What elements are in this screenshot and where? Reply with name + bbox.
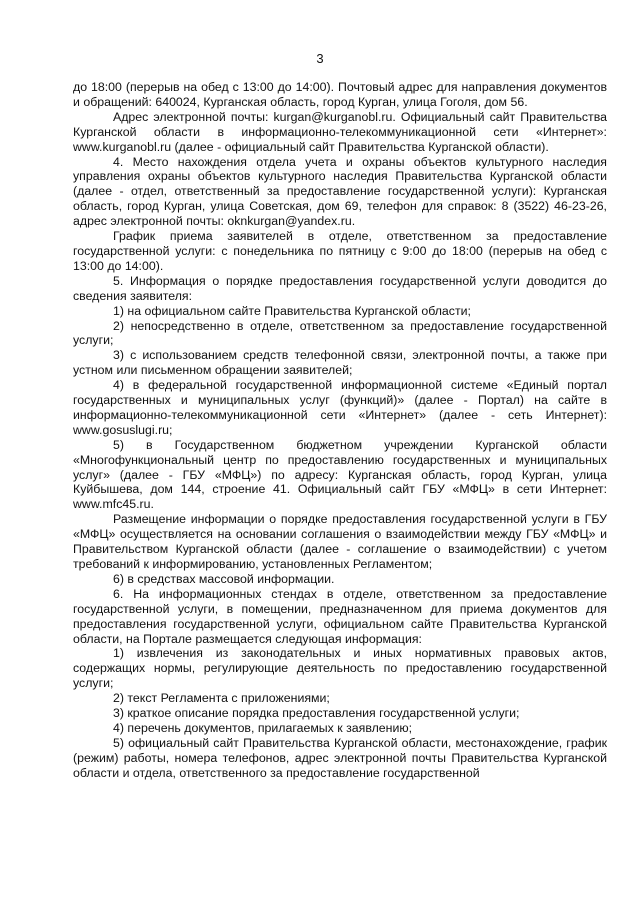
list-item: 6) в средствах массовой информации. <box>113 571 335 586</box>
paragraph: 4. Место нахождения отдела учета и охраны объектов культурного наследия управления охраны объектов культурного наследия Правительства Курганской области (далее - отдел, ответственный за предоставление государственной услуги): Курганская область, город Курган, улица Советская, дом 69, телефон для справок: 8 (3522) 46-23-26, адрес электронной почты: oknkurgan@yandex.ru. <box>73 154 607 229</box>
paragraph: Адрес электронной почты: kurgan@kurganobl.ru. Официальный сайт Правительства Курганской области в информационно-телекоммуникационной сети «Интернет»: www.kurganobl.ru (далее - официальный сайт Правительства Курганской области). <box>73 109 607 154</box>
list-item: 5) официальный сайт Правительства Курганской области, местонахождение, график (режим) работы, номера телефонов, адрес электронной почты Правительства Курганской области и отдела, ответственного за предоставление государственной <box>73 735 607 780</box>
list-item: 4) перечень документов, прилагаемых к заявлению; <box>113 720 413 735</box>
list-item: 3) с использованием средств телефонной связи, электронной почты, а также при устном или письменном обращении заявителей; <box>73 348 607 378</box>
page-number: 3 <box>316 51 324 66</box>
list-item: 1) извлечения из законодательных и иных нормативных правовых актов, содержащих нормы, регулирующие деятельность по предоставлению государственной услуги; <box>73 646 607 691</box>
list-item: 3) краткое описание порядка предоставления государственной услуги; <box>113 706 520 721</box>
paragraph: График приема заявителей в отделе, ответственном за предоставление государственной услуги: с понедельника по пятницу с 9:00 до 18:00 (перерыв на обед с 13:00 до 14:00). <box>73 229 607 273</box>
list-item: 5) в Государственном бюджетном учреждении Курганской области «Многофункциональный центр по предоставлению государственных и муниципальных услуг» (далее - ГБУ «МФЦ») по адресу: Курганская область, город Курган, улица Куйбышева, дом 144, строение 41. Официальный сайт ГБУ «МФЦ» в сети Интернет: www.mfc45.ru. <box>73 437 607 512</box>
list-item: 2) непосредственно в отделе, ответственном за предоставление государственной услуги; <box>73 318 607 348</box>
list-item: 1) на официальном сайте Правительства Курганской области; <box>113 303 471 318</box>
paragraph: Размещение информации о порядке предоставления государственной услуги в ГБУ «МФЦ» осуществляется на основании соглашения о взаимодействии между ГБУ «МФЦ» и Правительством Курганской области (далее - соглашение о взаимодействии) с учетом требований к информированию, установленных Регламентом; <box>73 512 607 571</box>
list-item: 4) в федеральной государственной информационной системе «Единый портал государственных и муниципальных услуг (функций)» (далее - Портал) на сайте в информационно-телекоммуникационной сети «Интернет» (далее - сеть Интернет): www.gosuslugi.ru; <box>73 378 607 437</box>
list-item: 2) текст Регламента с приложениями; <box>113 691 330 706</box>
paragraph: до 18:00 (перерыв на обед с 13:00 до 14:00). Почтовый адрес для направления документов и обращений: 640024, Курганская область, город Курган, улица Гоголя, дом 56. <box>73 80 607 109</box>
paragraph: 5. Информация о порядке предоставления государственной услуги доводится до сведения заявителя: <box>73 273 607 303</box>
paragraph: 6. На информационных стендах в отделе, ответственном за предоставление государственной услуги, в помещении, предназначенном для приема документов для предоставления государственной услуги, официальном сайте Правительства Курганской области, на Портале размещается следующая информация: <box>73 586 607 646</box>
document-body <box>73 80 607 781</box>
